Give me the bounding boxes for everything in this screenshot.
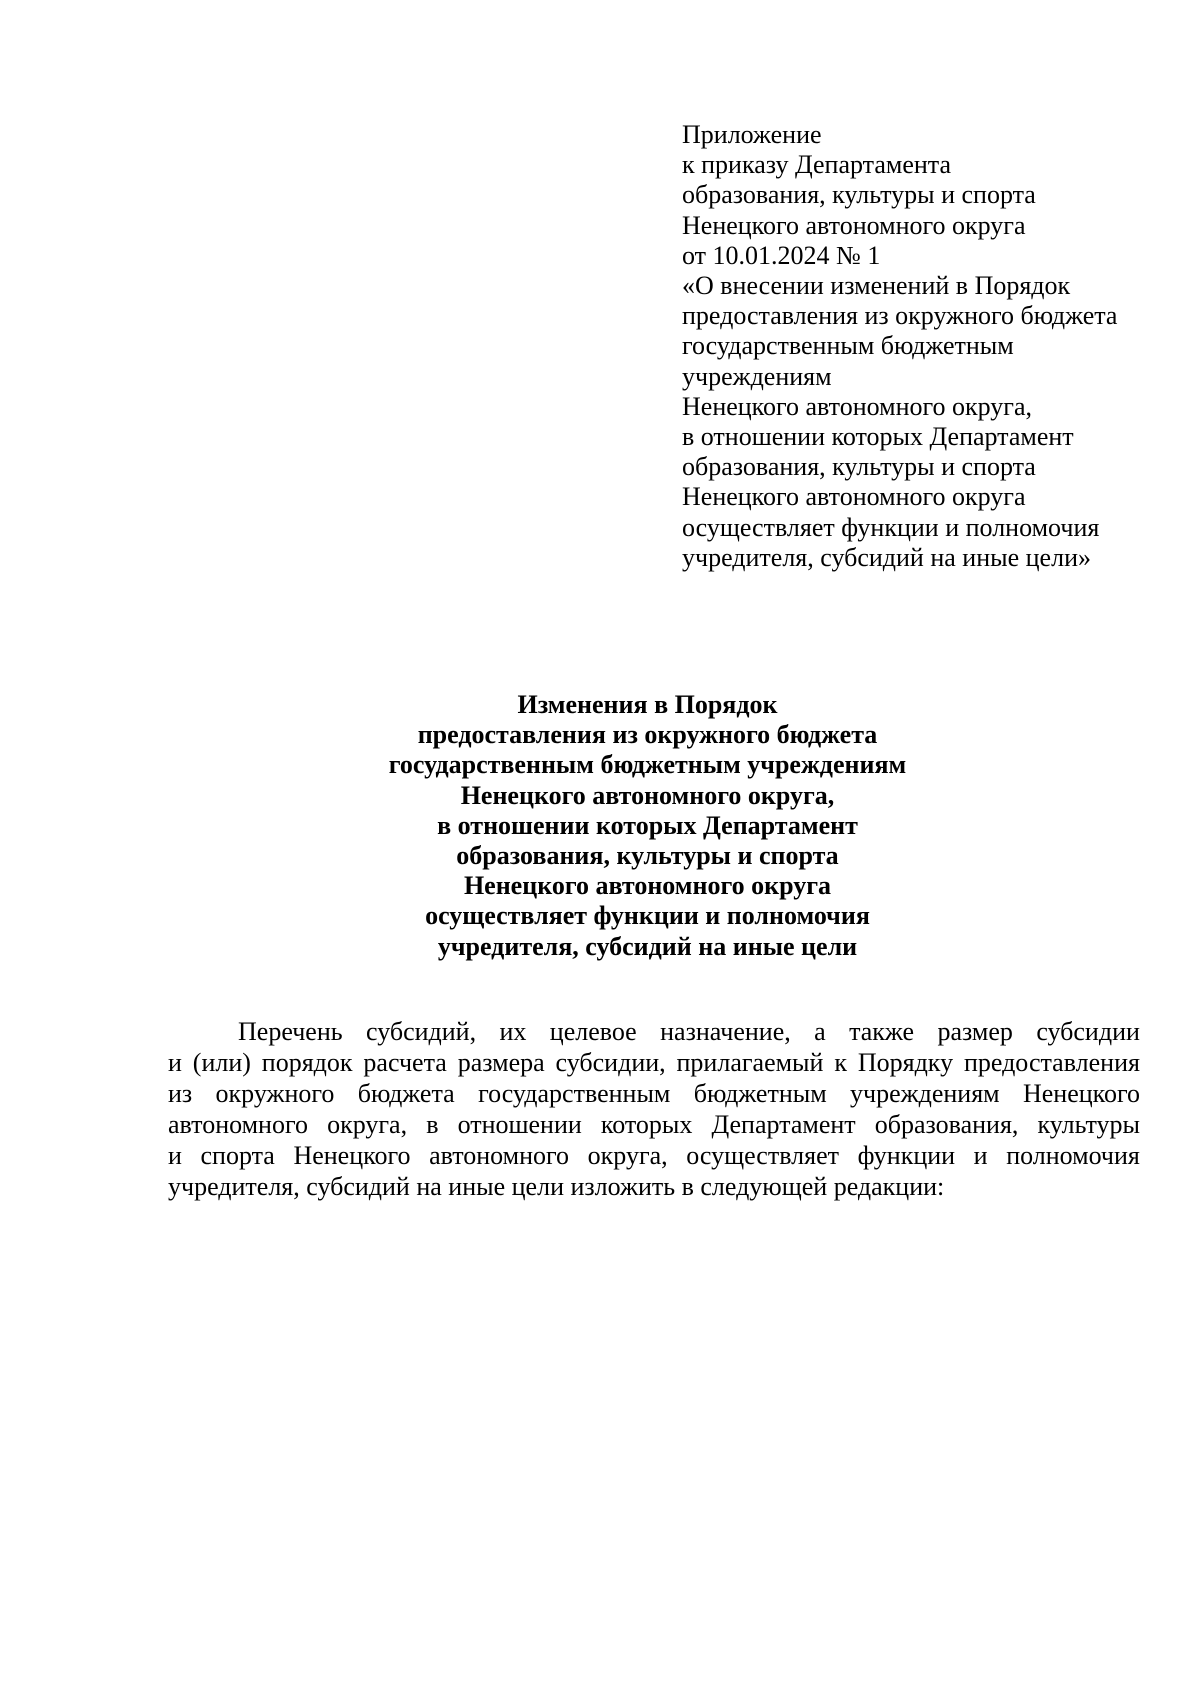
- title-line: Ненецкого автономного округа: [463, 871, 832, 901]
- appendix-line: «О внесении изменений в Порядок: [682, 271, 1071, 301]
- body-word: субсидии,: [555, 1048, 666, 1077]
- body-word: осуществляет: [686, 1141, 839, 1170]
- body-word: которых: [600, 1110, 693, 1139]
- body-paragraph: [168, 1016, 1140, 1202]
- body-word: бюджетным: [693, 1079, 827, 1108]
- body-line: [168, 1140, 1140, 1171]
- appendix-line: осуществляет функции и полномочия: [682, 512, 1100, 542]
- body-word: окружного: [215, 1079, 335, 1108]
- body-word: предоставления: [963, 1048, 1140, 1077]
- appendix-line: учреждениям: [682, 361, 832, 391]
- appendix-line: к приказу Департамента: [682, 150, 952, 180]
- body-word: округа,: [587, 1141, 668, 1170]
- body-word: к: [834, 1048, 847, 1077]
- body-word: целевое: [549, 1017, 637, 1046]
- body-word: автономного: [429, 1141, 570, 1170]
- body-word: и: [973, 1141, 988, 1170]
- body-word: культуры: [1037, 1110, 1140, 1139]
- body-word: расчета: [363, 1048, 447, 1077]
- body-line: [168, 1109, 1140, 1140]
- appendix-line: Ненецкого автономного округа: [682, 210, 1026, 240]
- body-word: государственным: [478, 1079, 671, 1108]
- body-word: из: [168, 1079, 193, 1108]
- body-word: образования,: [874, 1110, 1019, 1139]
- body-word: а: [814, 1017, 826, 1046]
- title-line: Ненецкого автономного округа,: [460, 780, 835, 810]
- body-word: автономного: [168, 1110, 308, 1139]
- appendix-line: Ненецкого автономного округа,: [682, 391, 1032, 421]
- body-word: и: [168, 1141, 182, 1170]
- body-line: [168, 1078, 1140, 1109]
- body-word: в: [426, 1110, 439, 1139]
- title-line: Изменения в Порядок: [517, 690, 778, 719]
- body-line: учредителя, субсидий на иные цели изложить в следующей редакции:: [168, 1172, 945, 1201]
- body-word: Ненецкого: [1022, 1079, 1140, 1108]
- title-line: государственным бюджетным учреждениям: [388, 750, 907, 780]
- body-word: учреждениям: [850, 1079, 1000, 1108]
- title-line: в отношении которых Департамент: [437, 810, 858, 840]
- appendix-line: государственным бюджетным: [682, 331, 1014, 361]
- body-word: бюджета: [357, 1079, 455, 1108]
- body-word: спорта: [200, 1141, 275, 1170]
- body-word: отношении: [457, 1110, 582, 1139]
- appendix-line: образования, культуры и спорта: [682, 452, 1036, 482]
- body-word: полномочия: [1006, 1141, 1140, 1170]
- body-word: Департамент: [711, 1110, 856, 1139]
- appendix-line: от 10.01.2024 № 1: [682, 240, 881, 270]
- body-word: Порядку: [857, 1048, 954, 1077]
- body-word: размер: [937, 1017, 1013, 1046]
- body-word: функции: [857, 1141, 956, 1170]
- appendix-header: [682, 120, 1182, 573]
- body-word: порядок: [261, 1048, 353, 1077]
- body-word: также: [849, 1017, 915, 1046]
- body-word: их: [499, 1017, 527, 1046]
- appendix-line: предоставления из окружного бюджета: [682, 301, 1118, 331]
- body-word: назначение,: [660, 1017, 791, 1046]
- body-word: и: [168, 1048, 182, 1077]
- body-word: прилагаемый: [676, 1048, 824, 1077]
- body-word: субсидий,: [366, 1017, 477, 1046]
- body-line: [168, 1016, 1140, 1047]
- body-line: [168, 1047, 1140, 1078]
- title-line: осуществляет функции и полномочия: [425, 901, 870, 931]
- title-line: предоставления из окружного бюджета: [417, 720, 878, 750]
- appendix-line: Приложение: [682, 120, 822, 149]
- appendix-line: образования, культуры и спорта: [682, 180, 1036, 210]
- title-line: учредителя, субсидий на иные цели: [437, 931, 858, 961]
- body-word: Перечень: [238, 1017, 343, 1046]
- document-title: [160, 690, 1135, 962]
- appendix-line: в отношении которых Департамент: [682, 422, 1074, 452]
- body-word: округа,: [327, 1110, 408, 1139]
- body-word: (или): [192, 1048, 251, 1077]
- body-word: Ненецкого: [293, 1141, 411, 1170]
- body-word: субсидии: [1036, 1017, 1140, 1046]
- title-line: образования, культуры и спорта: [456, 841, 839, 871]
- body-word: размера: [457, 1048, 545, 1077]
- appendix-line: учредителя, субсидий на иные цели»: [682, 542, 1091, 572]
- appendix-line: Ненецкого автономного округа: [682, 482, 1026, 512]
